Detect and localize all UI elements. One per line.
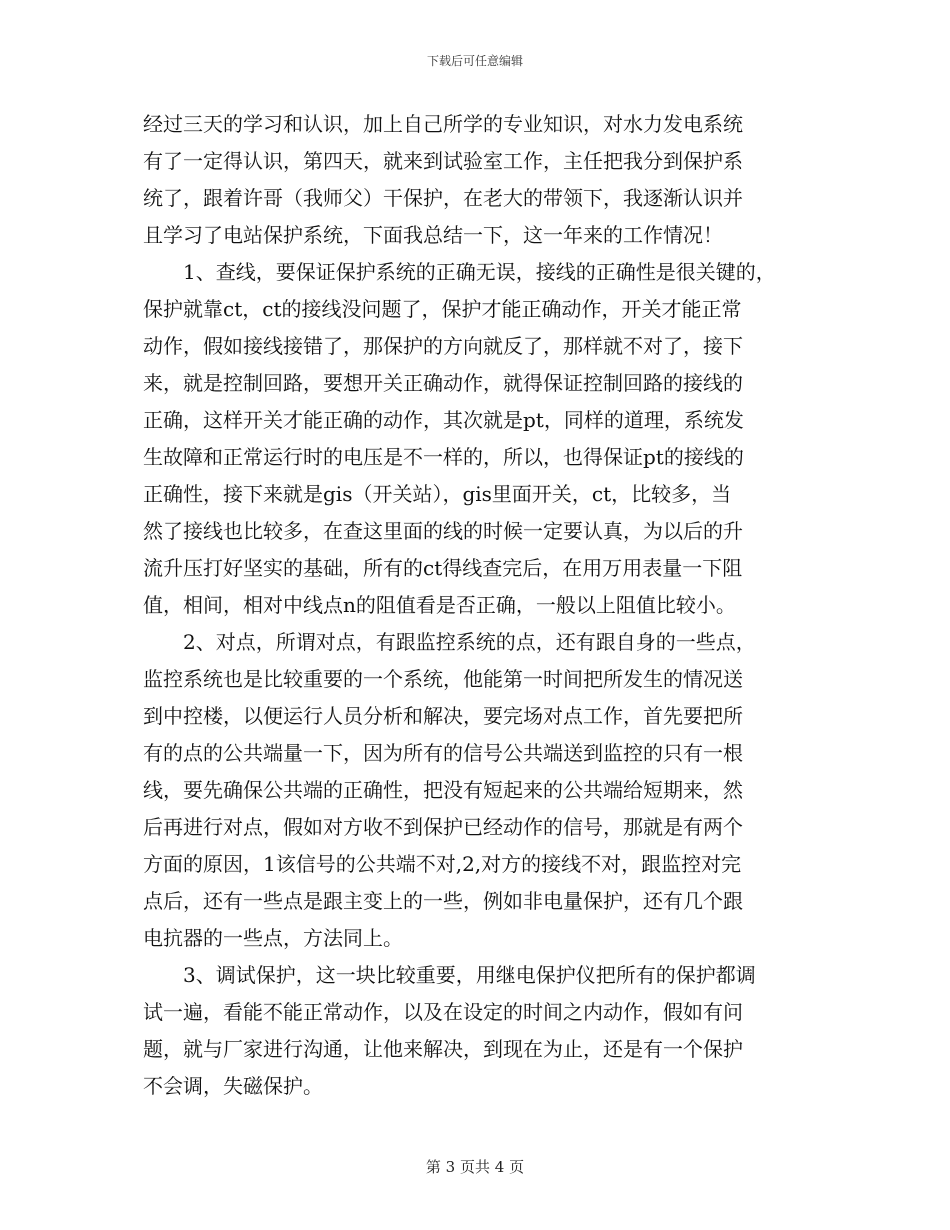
text-line: 正确，这样开关才能正确的动作，其次就是pt，同样的道理，系统发: [143, 408, 744, 432]
text-line: 统了，跟着许哥（我师父）干保护，在老大的带领下，我逐渐认识并: [143, 186, 743, 210]
text-line: 值，相间，相对中线点n的阻值看是否正确，一般以上阻值比较小。: [143, 593, 736, 617]
document-body: [143, 106, 811, 1105]
text-line: 然了接线也比较多，在查这里面的线的时候一定要认真，为以后的升: [143, 519, 743, 543]
text-line: 监控系统也是比较重要的一个系统，他能第一时间把所发生的情况送: [143, 667, 743, 691]
text-line: 点后，还有一些点是跟主变上的一些，例如非电量保护，还有几个跟: [143, 889, 743, 913]
text-line: 来，就是控制回路，要想开关正确动作，就得保证控制回路的接线的: [143, 371, 743, 395]
text-line: 动作，假如接线接错了，那保护的方向就反了，那样就不对了，接下: [143, 334, 743, 358]
text-line: 有的点的公共端量一下，因为所有的信号公共端送到监控的只有一根: [143, 741, 743, 765]
text-line: 生故障和正常运行时的电压是不一样的，所以，也得保证pt的接线的: [143, 445, 744, 469]
text-line: 到中控楼，以便运行人员分析和解决，要完场对点工作，首先要把所: [143, 704, 743, 728]
text-line: 后再进行对点，假如对方收不到保护已经动作的信号，那就是有两个: [143, 815, 743, 839]
text-line: 电抗器的一些点，方法同上。: [143, 926, 403, 950]
page-footer: 第 3 页共 4 页: [425, 1158, 525, 1176]
text-line: 流升压打好坚实的基础，所有的ct得线查完后，在用万用表量一下阻: [143, 556, 743, 580]
text-line: 有了一定得认识，第四天，就来到试验室工作，主任把我分到保护系: [143, 149, 743, 173]
text-line: 经过三天的学习和认识，加上自己所学的专业知识，对水力发电系统: [143, 112, 743, 136]
text-line: 试一遍，看能不能正常动作，以及在设定的时间之内动作，假如有问: [143, 1000, 743, 1024]
page-header: 下载后可任意编辑: [426, 54, 523, 68]
text-line: 线，要先确保公共端的正确性，把没有短起来的公共端给短期来，然: [143, 778, 743, 802]
text-line: 1、查线，要保证保护系统的正确无误，接线的正确性是很关键的，: [143, 260, 776, 284]
text-line: 且学习了电站保护系统，下面我总结一下，这一年来的工作情况！: [143, 223, 723, 247]
text-line: 题，就与厂家进行沟通，让他来解决，到现在为止，还是有一个保护: [143, 1037, 743, 1061]
text-line: 2、对点，所谓对点，有跟监控系统的点，还有跟自身的一些点，: [143, 630, 756, 654]
text-line: 3、调试保护，这一块比较重要，用继电保护仪把所有的保护都调: [143, 963, 756, 987]
text-line: 不会调，失磁保护。: [143, 1074, 323, 1098]
text-line: 保护就靠ct，ct的接线没问题了，保护才能正确动作，开关才能正常: [143, 297, 742, 321]
text-line: 正确性，接下来就是gis（开关站），gis里面开关，ct，比较多，当: [143, 482, 732, 506]
text-line: 方面的原因，1该信号的公共端不对,2,对方的接线不对，跟监控对完: [143, 852, 742, 876]
